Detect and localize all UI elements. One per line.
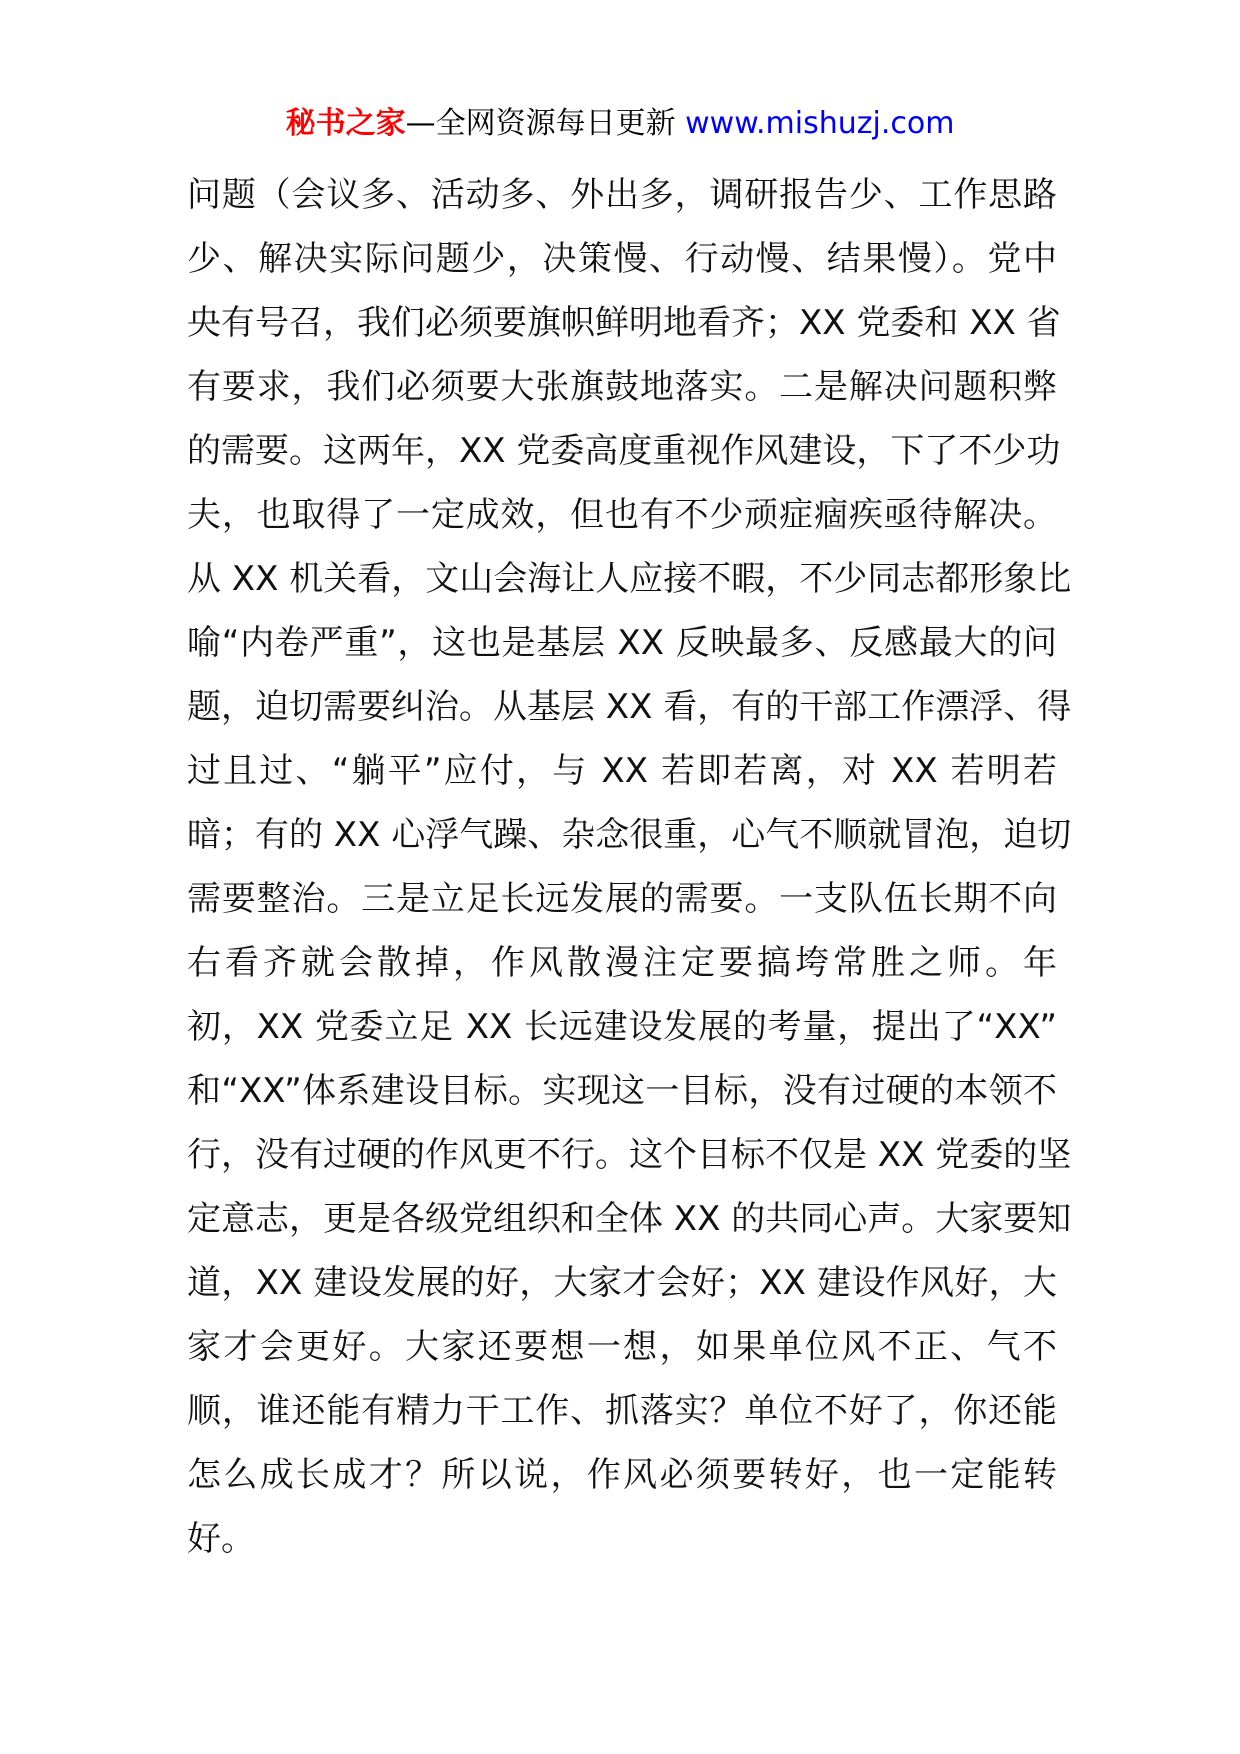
body-line: 从 XX 机关看，文山会海让人应接不暇，不少同志都形象比 [187,559,1072,599]
body-line: 顺，谁还能有精力干工作、抓落实？单位不好了，你还能 [187,1391,1057,1431]
body-line: 夫，也取得了一定成效，但也有不少顽症痼疾亟待解决。 [187,495,1057,535]
body-line: 少、解决实际问题少，决策慢、行动慢、结果慢）。党中 [187,239,1057,279]
body-line: 的需要。这两年，XX 党委高度重视作风建设，下了不少功 [187,431,1061,471]
body-line: 过且过、“躺平”应付，与 XX 若即若离，对 XX 若明若 [187,751,1057,791]
body-line: 题，迫切需要纠治。从基层 XX 看，有的干部工作漂浮、得 [187,687,1072,727]
body-line: 怎么成长成才？所以说，作风必须要转好，也一定能转 [187,1455,1057,1495]
body-line: 初，XX 党委立足 XX 长远建设发展的考量，提出了“XX” [187,1007,1057,1047]
body-line: 央有号召，我们必须要旗帜鲜明地看齐；XX 党委和 XX 省 [187,303,1061,343]
document-body [187,163,1072,1571]
header-url: www.mishuzj.com [685,106,955,141]
body-line: 行，没有过硬的作风更不行。这个目标不仅是 XX 党委的坚 [187,1135,1072,1175]
body-line: 定意志，更是各级党组织和全体 XX 的共同心声。大家要知 [187,1199,1072,1239]
header-slogan: —全网资源每日更新 [405,106,686,141]
body-line: 需要整治。三是立足长远发展的需要。一支队伍长期不向 [187,879,1057,919]
body-line: 道，XX 建设发展的好，大家才会好；XX 建设作风好，大 [187,1263,1057,1303]
body-line: 家才会更好。大家还要想一想，如果单位风不正、气不 [187,1327,1057,1367]
body-line: 喻“内卷严重”，这也是基层 XX 反映最多、反感最大的问 [187,623,1057,663]
body-line: 暗；有的 XX 心浮气躁、杂念很重，心气不顺就冒泡，迫切 [187,815,1072,855]
header-brand: 秘书之家 [285,106,406,141]
page-header [0,104,1240,144]
body-line: 有要求，我们必须要大张旗鼓地落实。二是解决问题积弊 [187,367,1057,407]
body-line: 好。 [187,1519,255,1559]
body-line: 右看齐就会散掉，作风散漫注定要搞垮常胜之师。年 [187,943,1057,983]
body-line: 问题（会议多、活动多、外出多，调研报告少、工作思路 [187,175,1057,215]
body-line: 和“XX”体系建设目标。实现这一目标，没有过硬的本领不 [187,1071,1057,1111]
